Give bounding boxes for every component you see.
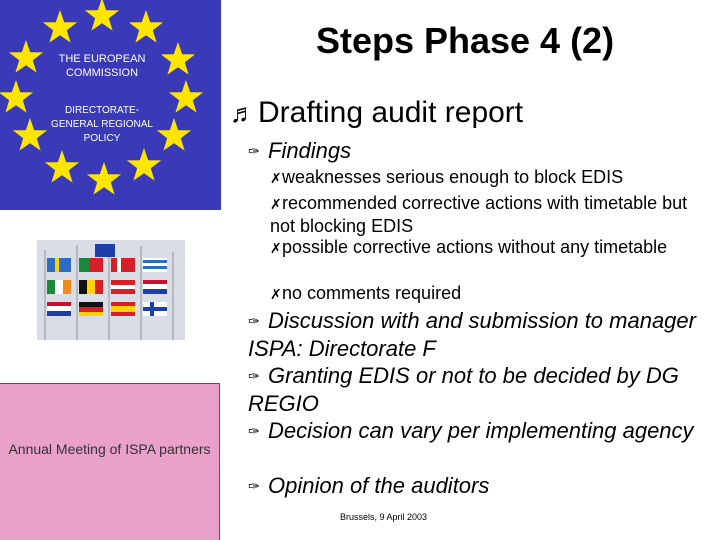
pen-icon: ✑ bbox=[248, 143, 260, 159]
eu-commission-logo bbox=[0, 0, 221, 210]
list-item-text: Granting EDIS or not to be decided by DG REGIO bbox=[248, 363, 679, 416]
cross-icon: ✗ bbox=[270, 286, 282, 302]
list-item-text: recommended corrective actions with timetable but not blocking EDIS bbox=[270, 193, 688, 236]
bullet-findings-text: Findings bbox=[268, 138, 352, 163]
pen-icon: ✑ bbox=[248, 368, 260, 384]
list-item bbox=[270, 166, 710, 189]
slide-title: Steps Phase 4 (2) bbox=[315, 20, 615, 61]
commission-label: THE EUROPEAN COMMISSION bbox=[58, 53, 146, 79]
pen-icon: ✑ bbox=[248, 478, 260, 494]
cross-icon: ✗ bbox=[270, 170, 282, 186]
list-item bbox=[270, 236, 710, 259]
list-item bbox=[248, 307, 710, 362]
bullet-findings bbox=[248, 137, 710, 165]
list-item-text: Opinion of the auditors bbox=[268, 473, 490, 498]
eu-flags-image bbox=[37, 240, 185, 340]
cross-icon: ✗ bbox=[270, 196, 282, 212]
bullet-drafting bbox=[230, 95, 523, 131]
list-item bbox=[270, 192, 710, 237]
pen-icon: ✑ bbox=[248, 313, 260, 329]
meeting-label: Annual Meeting of ISPA partners bbox=[8, 441, 211, 457]
pen-icon: ✑ bbox=[248, 423, 260, 439]
list-item-text: Discussion with and submission to manager ISPA: Directorate F bbox=[248, 308, 696, 361]
list-item bbox=[248, 472, 710, 500]
list-item-text: possible corrective actions without any timetable bbox=[282, 237, 668, 257]
list-item bbox=[270, 282, 710, 305]
list-item bbox=[248, 362, 710, 417]
list-item-text: no comments required bbox=[282, 283, 462, 303]
directorate-label: DIRECTORATE-GENERAL REGIONAL POLICY bbox=[51, 105, 153, 144]
sidebar bbox=[0, 0, 221, 540]
music-note-icon: ♬ bbox=[230, 98, 256, 128]
cross-icon: ✗ bbox=[270, 240, 282, 256]
footer-date: Brussels, 9 April 2003 bbox=[340, 512, 428, 522]
list-item bbox=[248, 417, 710, 445]
bullet-drafting-text: Drafting audit report bbox=[258, 96, 524, 129]
meeting-panel bbox=[0, 383, 220, 540]
list-item-text: Decision can vary per implementing agency bbox=[268, 418, 694, 443]
list-item-text: weaknesses serious enough to block EDIS bbox=[282, 167, 624, 187]
